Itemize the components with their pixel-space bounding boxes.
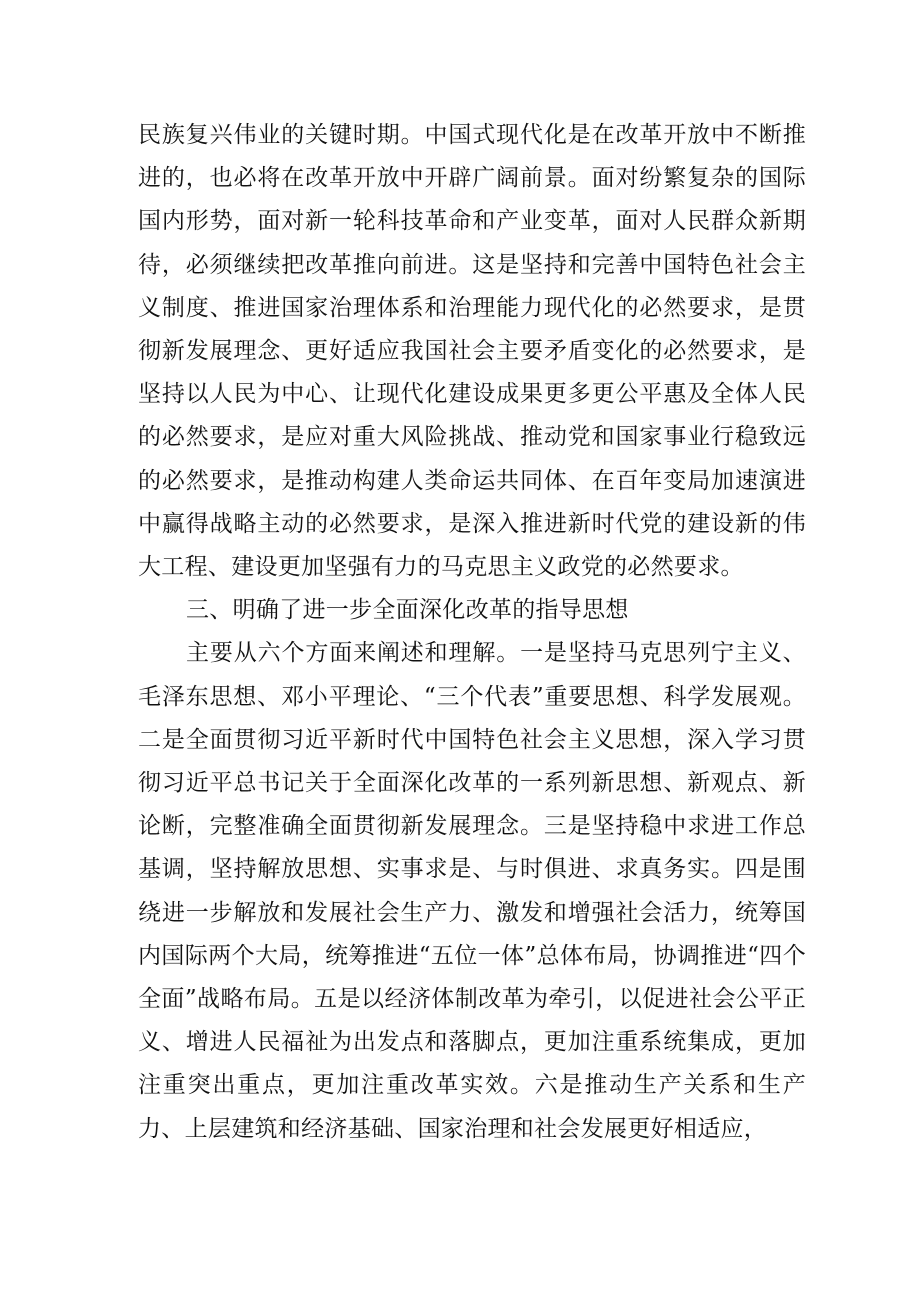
document-body (138, 114, 806, 1151)
body-paragraph: 主要从六个方面来阐述和理解。一是坚持马克思列宁主义、毛泽东思想、邓小平理论、“三个代表”重要思想、科学发展观。二是全面贯彻习近平新时代中国特色社会主义思想，深入学习贯彻习近平总书记关于全面深化改革的一系列新思想、新观点、新论断，完整准确全面贯彻新发展理念。三是坚持稳中求进工作总基调，坚持解放思想、实事求是、与时俱进、求真务实。四是围绕进一步解放和发展社会生产力、激发和增强社会活力，统筹国内国际两个大局，统筹推进“五位一体”总体布局，协调推进“四个全面”战略布局。五是以经济体制改革为牵引，以促进社会公平正义、增进人民福祉为出发点和落脚点，更加注重系统集成，更加注重突出重点，更加注重改革实效。六是推动生产关系和生产力、上层建筑和经济基础、国家治理和社会发展更好相适应， (138, 640, 806, 1142)
section-heading: 三、明确了进一步全面深化改革的指导思想 (186, 597, 629, 624)
body-paragraph-continued: 民族复兴伟业的关键时期。中国式现代化是在改革开放中不断推进的，也必将在改革开放中开辟广阔前景。面对纷繁复杂的国际国内形势，面对新一轮科技革命和产业变革，面对人民群众新期待，必须继续把改革推向前进。这是坚持和完善中国特色社会主义制度、推进国家治理体系和治理能力现代化的必然要求，是贯彻新发展理念、更好适应我国社会主要矛盾变化的必然要求，是坚持以人民为中心、让现代化建设成果更多更公平惠及全体人民的必然要求，是应对重大风险挑战、推动党和国家事业行稳致远的必然要求，是推动构建人类命运共同体、在百年变局加速演进中赢得战略主动的必然要求，是深入推进新时代党的建设新的伟大工程、建设更加坚强有力的马克思主义政党的必然要求。 (138, 122, 806, 581)
